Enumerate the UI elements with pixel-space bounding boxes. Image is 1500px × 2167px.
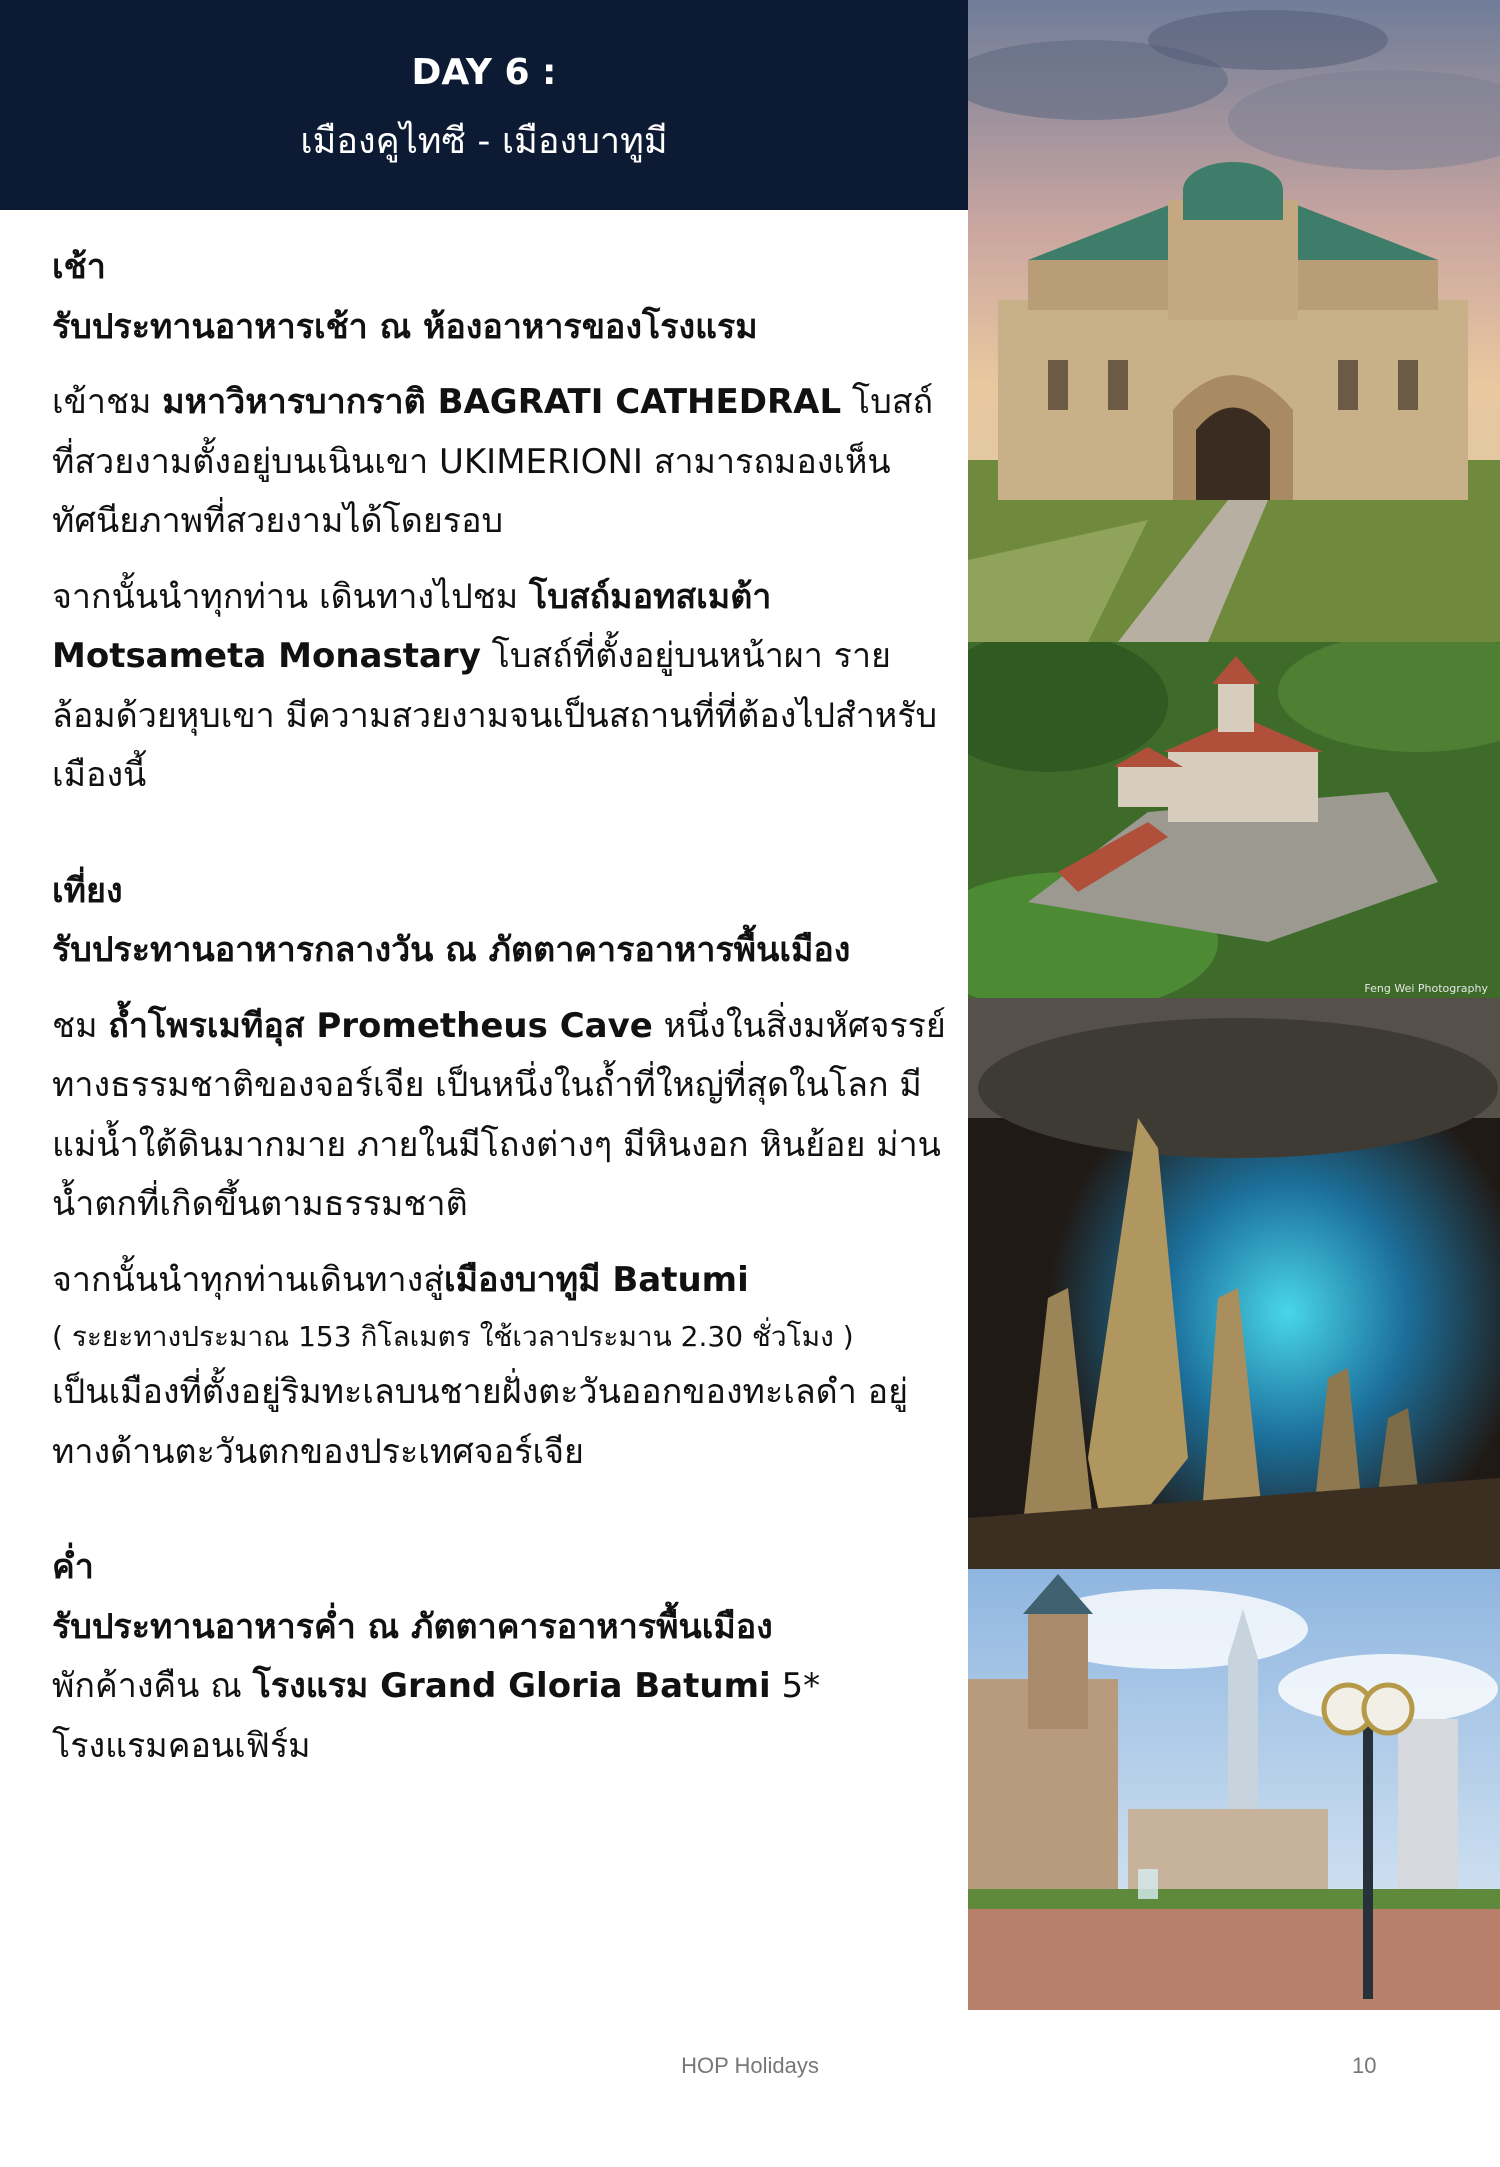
text-span: โบสถ์ที่ตั้งอยู่บนหน้าผา รายล้อมด้วยหุบเขา มีความสวยงามจนเป็นสถานที่ที่ต้องไปสำหรับเมืองนี้	[52, 636, 938, 795]
evening-meal: รับประทานอาหารค่ำ ณ ภัตตาคารอาหารพื้นเมือง	[52, 1606, 773, 1647]
prometheus-cave-photo	[968, 998, 1500, 1569]
hotel-line	[52, 1657, 952, 1717]
route-title: เมืองคูไทซี - เมืองบาทูมี	[300, 121, 668, 162]
batumi-square-photo	[968, 1569, 1500, 2010]
bagrati-name: มหาวิหารบากราติ BAGRATI CATHEDRAL	[162, 382, 842, 422]
distance-note: ( ระยะทางประมาณ 153 กิโลเมตร ใช้เวลาประมาน 2.30 ชั่วโมง )	[52, 1320, 854, 1353]
text-span: ชม	[52, 1005, 109, 1046]
morning-label: เช้า	[52, 247, 106, 287]
text-span: พักค้างคืน ณ	[52, 1666, 253, 1707]
text-span: หนึ่งในสิ่งมหัศจรรย์ทางธรรมชาติของจอร์เจีย เป็นหนึ่งในถ้ำที่ใหญ่ที่สุดในโลก มีแม่น้ำใต้ดินมากมาย ภายในมีโถงต่างๆ มีหินงอก หินย้อย ม่านน้ำตกที่เกิดขึ้นตามธรรมชาติ	[52, 1005, 946, 1224]
footer-brand: HOP Holidays	[681, 2053, 819, 2078]
cathedral-illustration	[968, 0, 1500, 642]
day-header	[0, 0, 968, 210]
itinerary-content	[52, 238, 952, 1776]
prometheus-paragraph	[52, 997, 952, 1235]
hotel-name: โรงแรม Grand Gloria Batumi	[252, 1666, 771, 1707]
text-span: จากนั้นนำทุกท่าน เดินทางไปชม	[52, 576, 529, 617]
text-span: โบสถ์ที่สวยงามตั้งอยู่บนเนินเขา UKIMERIONI สามารถมองเห็นทัศนียภาพที่สวยงามได้โดยรอบ	[52, 382, 934, 541]
motsameta-monastery-photo	[968, 642, 1500, 998]
batumi-name: เมืองบาทูมี Batumi	[443, 1259, 749, 1300]
hotel-confirmed: โรงแรมคอนเฟิร์ม	[52, 1725, 311, 1766]
text-span: จากนั้นนำทุกท่านเดินทางสู่	[52, 1259, 444, 1300]
prometheus-name: ถ้ำโพรเมทีอุส Prometheus Cave	[108, 1005, 653, 1046]
morning-meal: รับประทานอาหารเช้า ณ ห้องอาหารของโรงแรม	[52, 306, 758, 347]
batumi-paragraph	[52, 1251, 952, 1311]
monastery-illustration	[968, 642, 1500, 998]
batumi-illustration	[968, 1569, 1500, 2010]
noon-meal: รับประทานอาหารกลางวัน ณ ภัตตาคารอาหารพื้นเมือง	[52, 930, 851, 970]
photo-column	[968, 0, 1500, 2010]
page-number: 10	[1352, 2053, 1377, 2078]
day-label: DAY 6 :	[411, 52, 557, 93]
batumi-description: เป็นเมืองที่ตั้งอยู่ริมทะเลบนชายฝั่งตะวันออกของทะเลดำ อยู่ทางด้านตะวันตกของประเทศจอร์เจีย	[52, 1372, 908, 1472]
motsameta-name: โบสถ์มอทสเมต้า Motsameta Monastary	[52, 576, 772, 676]
evening-label: ค่ำ	[52, 1547, 94, 1588]
noon-label: เที่ยง	[52, 870, 123, 911]
cave-illustration	[968, 998, 1500, 1569]
photo-watermark: Feng Wei Photography	[1364, 982, 1488, 995]
motsameta-paragraph	[52, 568, 952, 806]
hotel-stars: 5*	[770, 1666, 821, 1707]
bagrati-paragraph	[52, 373, 952, 552]
text-span: เข้าชม	[52, 382, 163, 422]
bagrati-cathedral-photo	[968, 0, 1500, 642]
